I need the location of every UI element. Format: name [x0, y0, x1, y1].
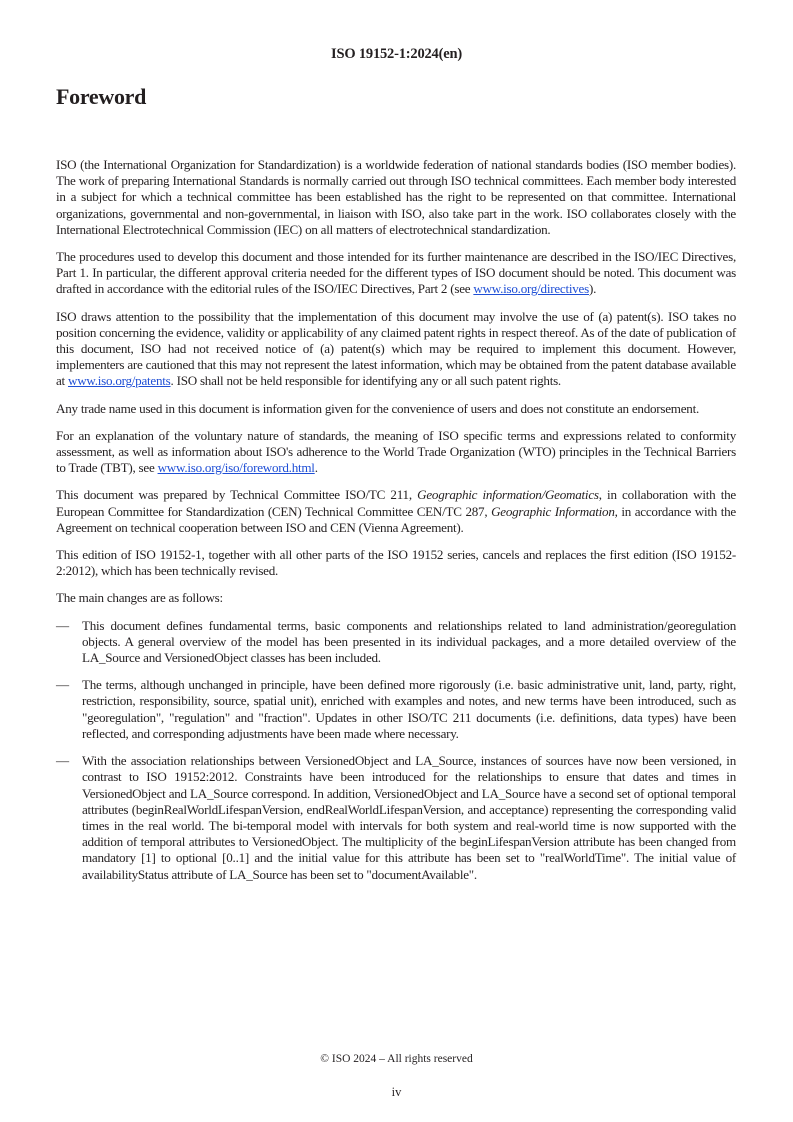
text-segment: The procedures used to develop this document and those intended for its further maintenance are described in the ISO/IEC Directives, Part 1. In particular, the different approval criteria needed for the different types of ISO document should be noted. This document was drafted in accordance with the editorial rules of the ISO/IEC Directives, Part 2 (see — [56, 249, 736, 297]
link-foreword[interactable]: www.iso.org/iso/foreword.html — [157, 460, 315, 476]
list-item-text: The terms, although unchanged in principle, have been defined more rigorously (i.e. basic administrative unit, land, party, right, restriction, responsibility, source, spatial unit), enriched with examples and notes, and new terms have been introduced, such as "georegulation", "regulation" and "fraction". Updates in other ISO/TC 211 documents (i.e. definitions, data types) have been reflected, and corresponding adjustments have been made where necessary. — [82, 677, 736, 741]
dash-bullet: — — [56, 677, 69, 693]
paragraph-edition: This edition of ISO 19152-1, together with all other parts of the ISO 19152 series, cancels and replaces the first edition (ISO 19152-2:2012), which has been technically revised. — [56, 547, 736, 579]
paragraph-procedures — [56, 249, 736, 298]
text-segment: . — [314, 460, 318, 476]
list-item-text: With the association relationships between VersionedObject and LA_Source, instances of sources have now been versioned, in contrast to ISO 19152:2012. Constraints have been introduced for the relationships to ensure that dates and times in VersionedObject and LA_Source correspond. In addition, VersionedObject and LA_Source have a second set of optional temporal attributes (beginRealWorldLifespanVersion, endRealWorldLifespanVersion, and acceptance) representing the corresponding valid times in the real world. The bi-temporal model with intervals for both system and real-world time is now supported with the addition of temporal attributes to VersionedObject. The multiplicity of the beginLifespanVersion attribute has been changed from mandatory [1] to optional [0..1] and the initial value for this attribute has been set to "realWorldTime". The initial value of availabilityStatus attribute of LA_Source has been set to "documentAvailable". — [82, 753, 736, 882]
paragraph-patents — [56, 309, 736, 390]
text-segment: , in collaboration with the European Committee for Standardization (CEN) Technical Committee CEN/TC 287, — [56, 487, 736, 519]
cen-committee-title-italic: Geographic Information, — [491, 503, 618, 519]
text-segment: . ISO shall not be held responsible for identifying any or all such patent rights. — [170, 373, 561, 389]
text-segment: ). — [588, 281, 597, 297]
foreword-body — [56, 157, 736, 894]
text-segment: For an explanation of the voluntary nature of standards, the meaning of ISO specific terms and expressions related to conformity assessment, as well as information about ISO's adherence to the World Trade Organization (WTO) principles in the Technical Barriers to Trade (TBT), see — [56, 427, 736, 476]
page-title: Foreword — [56, 84, 147, 109]
paragraph-voluntary-nature — [56, 428, 736, 477]
list-item — [56, 753, 736, 883]
link-directives[interactable]: www.iso.org/directives — [473, 281, 589, 297]
changes-list — [56, 618, 736, 883]
paragraph-main-changes-intro: The main changes are as follows: — [56, 590, 223, 606]
committee-title-italic: Geographic information/Geomatics — [417, 487, 599, 503]
link-patents[interactable]: www.iso.org/patents — [67, 373, 171, 389]
list-item-text: This document defines fundamental terms, basic components and relationships related to land administration/georegulation objects. A general overview of the model has been presented in its individual packages, and a more detailed overview of the LA_Source and VersionedObject classes has been included. — [82, 617, 736, 666]
list-item — [56, 618, 736, 667]
paragraph-iso-intro: ISO (the International Organization for Standardization) is a worldwide federation of national standards bodies (ISO member bodies). The work of preparing International Standards is normally carried out through ISO technical committees. Each member body interested in a subject for which a technical committee has been established has the right to be represented on that committee. International organizations, governmental and non-governmental, in liaison with ISO, also take part in the work. ISO collaborates closely with the International Electrotechnical Commission (IEC) on all matters of electrotechnical standardization. — [56, 157, 736, 237]
text-segment: in accordance with the Agreement on technical cooperation between ISO and CEN (Vienna Agreement). — [56, 503, 736, 535]
dash-bullet: — — [56, 753, 69, 769]
dash-bullet: — — [56, 617, 69, 633]
document-header-id: ISO 19152-1:2024(en) — [331, 46, 462, 62]
page-number: iv — [391, 1085, 402, 1099]
list-item — [56, 677, 736, 742]
text-segment: This document was prepared by Technical Committee ISO/TC 211, — [56, 487, 418, 503]
copyright-footer: © ISO 2024 – All rights reserved — [320, 1053, 473, 1065]
text-segment: ISO draws attention to the possibility that the implementation of this document may involve the use of (a) patent(s). ISO takes no position concerning the evidence, validity or applicability of any claimed patent rights in respect thereof. As of the date of publication of this document, ISO had not received notice of (a) patent(s) which may be required to implement this document. However, implementers are cautioned that this may not represent the latest information, which may be obtained from the patent database available at — [56, 308, 736, 389]
paragraph-trade-name: Any trade name used in this document is information given for the convenience of users and does not constitute an endorsement. — [56, 400, 700, 416]
paragraph-committee — [56, 487, 736, 536]
